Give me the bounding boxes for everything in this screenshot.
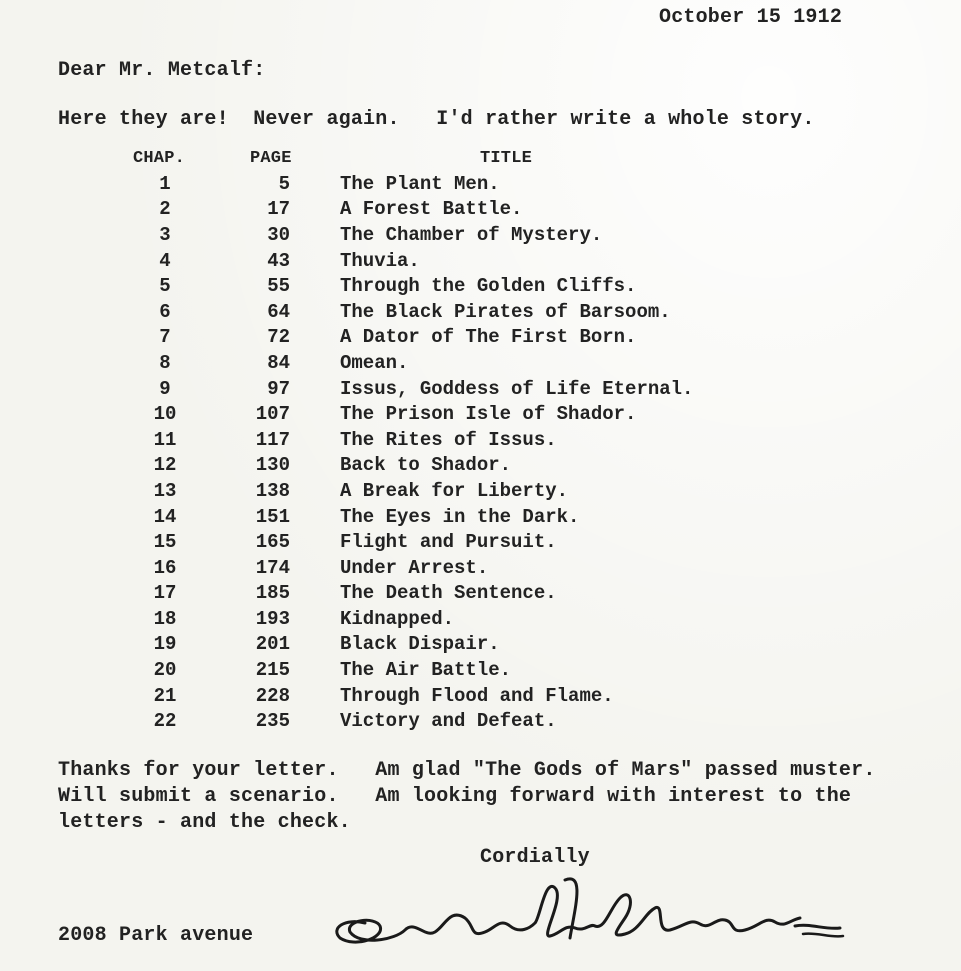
- chapter-number: 2: [159, 198, 171, 221]
- table-row: [140, 683, 693, 709]
- chapter-title: Black Dispair.: [340, 633, 500, 656]
- signature-icon: [325, 868, 845, 958]
- page-number: 30: [267, 223, 290, 246]
- chapter-number: 5: [159, 275, 171, 298]
- chapter-number: 19: [153, 633, 177, 656]
- page-number: 107: [255, 403, 290, 426]
- chapter-number: 1: [159, 172, 171, 195]
- chapter-table-body: [140, 171, 693, 734]
- table-row: [140, 248, 693, 274]
- table-row: [140, 504, 693, 530]
- table-row: [140, 708, 693, 734]
- toc-header-chap: CHAP.: [133, 149, 186, 168]
- chapter-number: 13: [153, 479, 177, 502]
- chapter-title: The Rites of Issus.: [340, 428, 557, 451]
- page-number: 174: [255, 556, 290, 579]
- chapter-title: Flight and Pursuit.: [340, 531, 557, 554]
- chapter-title: Victory and Defeat.: [340, 710, 557, 733]
- chapter-number: 14: [153, 505, 177, 528]
- closing-line-2: Will submit a scenario. Am looking forward with interest to the: [58, 785, 852, 808]
- valediction: Cordially: [480, 846, 590, 869]
- table-row: [140, 401, 693, 427]
- chapter-title: Kidnapped.: [340, 607, 455, 630]
- chapter-title: Thuvia.: [340, 249, 420, 272]
- chapter-number: 11: [153, 428, 177, 451]
- chapter-number: 15: [153, 531, 177, 554]
- page-number: 201: [255, 633, 290, 656]
- table-row: [140, 606, 693, 632]
- table-row: [140, 657, 693, 683]
- table-row: [140, 376, 693, 402]
- table-row: [140, 171, 693, 197]
- chapter-number: 18: [153, 607, 177, 630]
- page-number: 72: [267, 326, 290, 349]
- table-row: [140, 632, 693, 658]
- table-row: [140, 581, 693, 607]
- chapter-title: Omean.: [340, 351, 409, 374]
- salutation: Dear Mr. Metcalf:: [58, 59, 266, 82]
- page-number: 215: [255, 659, 290, 682]
- chapter-title: Under Arrest.: [340, 556, 489, 579]
- chapter-title: The Black Pirates of Barsoom.: [340, 300, 671, 323]
- table-row: [140, 273, 693, 299]
- page-number: 228: [255, 684, 290, 707]
- chapter-title: Through Flood and Flame.: [340, 684, 614, 707]
- table-row: [140, 453, 693, 479]
- chapter-title: The Eyes in the Dark.: [340, 505, 580, 528]
- table-row: [140, 555, 693, 581]
- page-number: 84: [267, 351, 290, 374]
- chapter-number: 16: [153, 556, 177, 579]
- table-row: [140, 350, 693, 376]
- chapter-number: 20: [153, 659, 177, 682]
- closing-line-1: Thanks for your letter. Am glad "The Gods of Mars" passed muster.: [58, 759, 876, 782]
- page-number: 43: [267, 249, 290, 272]
- sender-address: 2008 Park avenue: [58, 924, 254, 947]
- table-row: [140, 529, 693, 555]
- page-number: 193: [255, 607, 290, 630]
- chapter-table: [140, 171, 693, 734]
- chapter-number: 22: [153, 710, 177, 733]
- page-number: 185: [255, 582, 290, 605]
- chapter-number: 7: [159, 326, 171, 349]
- page-number: 17: [267, 198, 290, 221]
- chapter-number: 10: [153, 403, 177, 426]
- page-number: 151: [255, 505, 290, 528]
- page-number: 138: [255, 479, 290, 502]
- chapter-title: Through the Golden Cliffs.: [340, 275, 637, 298]
- chapter-title: Issus, Goddess of Life Eternal.: [340, 377, 694, 400]
- chapter-number: 9: [159, 377, 171, 400]
- chapter-number: 4: [159, 249, 171, 272]
- chapter-number: 12: [153, 454, 177, 477]
- chapter-title: A Dator of The First Born.: [340, 326, 637, 349]
- toc-header-title: TITLE: [480, 149, 533, 168]
- chapter-title: The Plant Men.: [340, 172, 500, 195]
- table-row: [140, 427, 693, 453]
- chapter-number: 21: [153, 684, 177, 707]
- table-row: [140, 299, 693, 325]
- page-number: 5: [278, 172, 290, 195]
- chapter-title: A Forest Battle.: [340, 198, 523, 221]
- page-number: 55: [267, 275, 290, 298]
- closing-line-3: letters - and the check.: [58, 811, 351, 834]
- intro-line: Here they are! Never again. I'd rather write a whole story.: [58, 108, 815, 131]
- letter-date: October 15 1912: [659, 6, 843, 29]
- chapter-title: The Death Sentence.: [340, 582, 557, 605]
- page-number: 165: [255, 531, 290, 554]
- chapter-title: The Prison Isle of Shador.: [340, 403, 637, 426]
- table-row: [140, 325, 693, 351]
- page-number: 64: [267, 300, 290, 323]
- table-row: [140, 222, 693, 248]
- page-number: 235: [255, 710, 290, 733]
- table-row: [140, 197, 693, 223]
- chapter-number: 17: [153, 582, 177, 605]
- chapter-title: The Air Battle.: [340, 659, 512, 682]
- chapter-number: 8: [159, 351, 171, 374]
- chapter-title: The Chamber of Mystery.: [340, 223, 603, 246]
- page-number: 97: [267, 377, 290, 400]
- chapter-number: 6: [159, 300, 171, 323]
- toc-header-page: PAGE: [250, 149, 292, 168]
- table-row: [140, 478, 693, 504]
- page-number: 130: [255, 454, 290, 477]
- chapter-title: A Break for Liberty.: [340, 479, 569, 502]
- chapter-number: 3: [159, 223, 171, 246]
- chapter-title: Back to Shador.: [340, 454, 512, 477]
- page-number: 117: [255, 428, 290, 451]
